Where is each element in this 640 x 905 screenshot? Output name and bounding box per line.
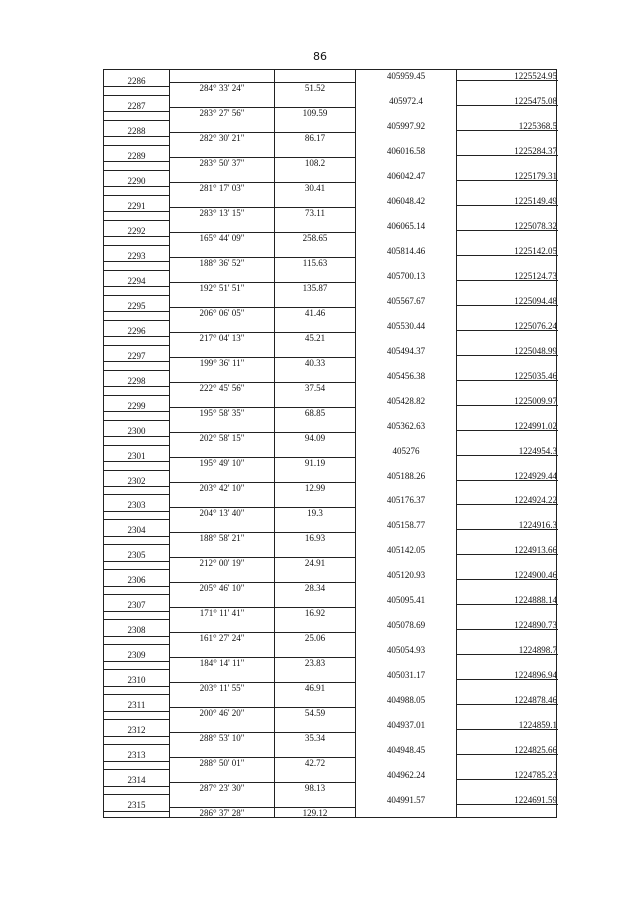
row-divider	[104, 486, 170, 487]
coordinate-y: 1225124.73	[514, 270, 557, 281]
coordinate-x: 405031.17	[386, 670, 426, 681]
row-divider	[104, 136, 170, 137]
coordinate-x: 405814.46	[386, 245, 426, 256]
distance-value: 135.87	[302, 283, 328, 294]
coordinate-y: 1224954.3	[518, 445, 557, 456]
row-divider	[104, 561, 170, 562]
coordinate-y: 1224825.66	[514, 745, 557, 756]
coordinate-y: 1224878.46	[514, 695, 557, 706]
coordinate-x: 405188.26	[386, 470, 426, 481]
coordinate-y: 1225078.32	[514, 220, 557, 231]
coordinate-y: 1225475.08	[514, 95, 557, 106]
distance-value: 98.13	[304, 782, 326, 793]
coordinate-x: 405176.37	[386, 495, 426, 506]
coordinate-y: 1224859.1	[518, 720, 557, 731]
coordinate-x: 405959.45	[386, 71, 426, 81]
row-divider	[104, 111, 170, 112]
coordinate-x: 405567.67	[386, 295, 426, 306]
row-divider	[104, 461, 170, 462]
row-divider	[104, 494, 170, 495]
distance-value: 109.59	[302, 108, 328, 119]
bearing-angle: 281° 17' 03"	[199, 183, 245, 194]
row-divider	[104, 786, 170, 787]
coordinate-y: 1224924.22	[514, 495, 557, 506]
bearing-angle: 188° 36' 52"	[199, 258, 245, 269]
bearing-angle: 200° 46' 20"	[199, 707, 245, 718]
row-divider	[104, 694, 170, 695]
coordinate-y: 1225179.31	[514, 170, 557, 181]
row-divider	[104, 711, 170, 712]
coordinate-y: 1224890.73	[514, 620, 557, 631]
point-number: 2293	[127, 250, 146, 261]
distance-value: 108.2	[304, 158, 326, 169]
coordinate-x: 404948.45	[386, 745, 426, 756]
distance-value: 35.34	[304, 732, 326, 743]
coordinate-y: 1225368.5	[518, 120, 557, 131]
row-divider	[104, 445, 170, 446]
distance-value: 91.19	[304, 458, 326, 469]
distance-value: 25.06	[304, 632, 326, 643]
distance-value: 23.83	[304, 657, 326, 668]
bearing-angle: 195° 49' 10"	[199, 458, 245, 469]
point-number: 2302	[127, 475, 146, 486]
point-number: 2311	[127, 700, 146, 711]
coordinate-y: 1224888.14	[514, 595, 557, 606]
distance-value: 19.3	[307, 507, 323, 518]
point-number: 2296	[127, 325, 146, 336]
coordinate-x: 405530.44	[386, 320, 426, 331]
row-divider	[104, 395, 170, 396]
coordinate-x: 405120.93	[386, 570, 426, 581]
distance-value: 94.09	[304, 433, 326, 444]
coordinate-x: 405054.93	[386, 645, 426, 656]
bearing-angle: 282° 30' 21"	[199, 133, 245, 144]
coordinate-y: 1225076.24	[514, 320, 557, 331]
row-divider	[104, 661, 170, 662]
row-divider	[104, 519, 170, 520]
row-divider	[104, 145, 170, 146]
point-number: 2287	[127, 100, 146, 111]
row-divider	[104, 170, 170, 171]
coordinate-x: 406048.42	[386, 195, 426, 206]
distance-value: 24.91	[304, 557, 326, 568]
distance-value: 16.92	[304, 607, 326, 618]
distance-value: 30.41	[304, 183, 326, 194]
coordinate-y: 1224785.23	[514, 770, 557, 781]
row-divider	[104, 794, 170, 795]
row-divider	[104, 619, 170, 620]
bearing-angle: 161° 27' 24"	[199, 632, 245, 643]
coordinate-y: 1224916.3	[518, 520, 557, 531]
row-divider	[104, 744, 170, 745]
row-divider	[104, 569, 170, 570]
point-number: 2303	[127, 500, 146, 511]
row-divider	[104, 270, 170, 271]
coordinate-x: 405362.63	[386, 420, 426, 431]
distance-value: 46.91	[304, 682, 326, 693]
row-divider	[104, 295, 170, 296]
coordinate-y: 1225048.99	[514, 345, 557, 356]
coordinate-x: 406065.14	[386, 220, 426, 231]
distance-value: 54.59	[304, 707, 326, 718]
coordinate-x: 405494.37	[386, 345, 426, 356]
point-number: 2298	[127, 375, 146, 386]
coordinate-x: 404937.01	[386, 720, 426, 731]
row-divider	[104, 220, 170, 221]
point-number: 2308	[127, 625, 146, 636]
coordinate-y: 1224991.02	[514, 420, 557, 431]
row-divider	[104, 586, 170, 587]
bearing-angle: 203° 11' 55"	[199, 682, 245, 693]
distance-value: 115.63	[302, 258, 328, 269]
distance-value: 68.85	[304, 408, 326, 419]
bearing-angle: 283° 27' 56"	[199, 108, 245, 119]
coordinate-y: 1225094.48	[514, 295, 557, 306]
coordinate-x: 406016.58	[386, 145, 426, 156]
bearing-angle: 286° 37' 28"	[199, 807, 245, 818]
row-divider	[104, 261, 170, 262]
distance-value: 45.21	[304, 333, 326, 344]
point-number: 2314	[127, 775, 146, 786]
distance-value: 37.54	[304, 383, 326, 394]
point-number: 2315	[127, 800, 146, 811]
point-number: 2290	[127, 175, 146, 186]
bearing-angle: 171° 11' 41"	[199, 607, 245, 618]
row-divider	[104, 186, 170, 187]
distance-value: 41.46	[304, 308, 326, 319]
row-divider	[104, 195, 170, 196]
distance-value: 86.17	[304, 133, 326, 144]
coordinate-y: 1225009.97	[514, 395, 557, 406]
point-number: 2288	[127, 125, 146, 136]
bearing-angle: 287° 23' 30"	[199, 782, 245, 793]
row-divider	[104, 336, 170, 337]
coordinate-y: 1224896.94	[514, 670, 557, 681]
point-number: 2310	[127, 675, 146, 686]
coordinate-x: 405997.92	[386, 120, 426, 131]
point-number: 2313	[127, 750, 146, 761]
point-number: 2312	[127, 725, 146, 736]
row-divider	[104, 370, 170, 371]
bearing-angle: 165° 44' 09"	[199, 233, 245, 244]
row-divider	[104, 719, 170, 720]
point-number: 2307	[127, 600, 146, 611]
bearing-angle: 204° 13' 40"	[199, 507, 245, 518]
distance-value: 40.33	[304, 358, 326, 369]
row-divider	[104, 594, 170, 595]
coordinate-y: 1225149.49	[514, 195, 557, 206]
coordinate-x: 405456.38	[386, 370, 426, 381]
bearing-angle: 199° 36' 11"	[199, 358, 245, 369]
point-number: 2297	[127, 350, 146, 361]
coordinate-y: 1225524.95	[514, 71, 557, 81]
row-divider	[104, 386, 170, 387]
coordinate-x: 405428.82	[386, 395, 426, 406]
coordinate-y: 1225142.05	[514, 245, 557, 256]
row-divider	[104, 95, 170, 96]
coordinate-x: 405276	[392, 445, 420, 456]
row-divider	[104, 811, 170, 812]
coordinate-x: 404988.05	[386, 695, 426, 706]
bearing-angle: 184° 14' 11"	[199, 657, 245, 668]
row-divider	[104, 120, 170, 121]
coordinate-y: 1225035.46	[514, 370, 557, 381]
row-divider	[104, 544, 170, 545]
coordinate-x: 406042.47	[386, 170, 426, 181]
row-divider	[104, 320, 170, 321]
point-number: 2289	[127, 150, 146, 161]
point-number: 2292	[127, 225, 146, 236]
coordinate-x: 405158.77	[386, 520, 426, 531]
row-divider	[104, 470, 170, 471]
coordinate-x: 405142.05	[386, 545, 426, 556]
point-number: 2294	[127, 275, 146, 286]
bearing-angle: 212° 00' 19"	[199, 557, 245, 568]
row-divider	[104, 611, 170, 612]
row-divider	[104, 86, 170, 87]
distance-value: 51.52	[304, 83, 326, 94]
coordinate-y: 1224929.44	[514, 470, 557, 481]
coordinate-x: 405078.69	[386, 620, 426, 631]
bearing-angle: 284° 33' 24"	[199, 83, 245, 94]
bearing-angle: 206° 06' 05"	[199, 308, 245, 319]
coordinate-y: 1224691.59	[514, 795, 557, 806]
distance-value: 42.72	[304, 757, 326, 768]
survey-table	[103, 69, 557, 818]
distance-value: 129.12	[302, 807, 328, 818]
point-number: 2291	[127, 200, 146, 211]
coordinate-y: 1225284.37	[514, 145, 557, 156]
row-divider	[104, 411, 170, 412]
row-divider	[104, 245, 170, 246]
row-divider	[104, 669, 170, 670]
distance-value: 16.93	[304, 532, 326, 543]
row-divider	[104, 211, 170, 212]
point-number: 2301	[127, 450, 146, 461]
row-divider	[104, 686, 170, 687]
point-number: 2305	[127, 550, 146, 561]
bearing-angle: 203° 42' 10"	[199, 483, 245, 493]
bearing-angle: 222° 45' 56"	[199, 383, 245, 394]
row-divider	[104, 311, 170, 312]
bearing-angle: 283° 50' 37"	[199, 158, 245, 169]
row-divider	[104, 536, 170, 537]
coordinate-y: 1224900.46	[514, 570, 557, 581]
point-number: 2299	[127, 400, 146, 411]
distance-value: 28.34	[304, 582, 326, 593]
row-divider	[104, 511, 170, 512]
point-number: 2304	[127, 525, 146, 536]
distance-value: 258.65	[302, 233, 328, 244]
bearing-angle: 192° 51' 51"	[199, 283, 245, 294]
row-divider	[104, 286, 170, 287]
row-divider	[104, 361, 170, 362]
bearing-angle: 288° 53' 10"	[199, 732, 245, 743]
distance-value: 73.11	[305, 208, 325, 219]
bearing-angle: 195° 58' 35"	[199, 408, 245, 419]
coordinate-x: 405095.41	[386, 595, 426, 606]
bearing-angle: 188° 58' 21"	[199, 532, 245, 543]
row-divider	[104, 420, 170, 421]
row-divider	[104, 736, 170, 737]
row-divider	[104, 769, 170, 770]
row-divider	[104, 345, 170, 346]
coordinate-x: 404991.57	[386, 795, 426, 806]
bearing-angle: 288° 50' 01"	[199, 757, 245, 768]
row-divider	[104, 436, 170, 437]
point-number: 2300	[127, 425, 146, 436]
coordinate-y: 1224898.7	[518, 645, 557, 656]
distance-value: 12.99	[304, 483, 326, 493]
coordinate-x: 404962.24	[386, 770, 426, 781]
point-number: 2286	[127, 76, 146, 86]
bearing-angle: 205° 46' 10"	[199, 582, 245, 593]
point-number: 2309	[127, 650, 146, 661]
coordinate-y: 1224913.66	[514, 545, 557, 556]
coordinate-x: 405972.4	[389, 95, 423, 106]
row-divider	[104, 236, 170, 237]
row-divider	[104, 761, 170, 762]
row-divider	[104, 636, 170, 637]
row-divider	[104, 644, 170, 645]
coordinate-x: 405700.13	[386, 270, 426, 281]
point-number: 2306	[127, 575, 146, 586]
bearing-angle: 283° 13' 15"	[199, 208, 245, 219]
bearing-angle: 217° 04' 13"	[199, 333, 245, 344]
row-divider	[104, 161, 170, 162]
bearing-angle: 202° 58' 15"	[199, 433, 245, 444]
page-number: 86	[313, 50, 327, 63]
point-number: 2295	[127, 300, 146, 311]
